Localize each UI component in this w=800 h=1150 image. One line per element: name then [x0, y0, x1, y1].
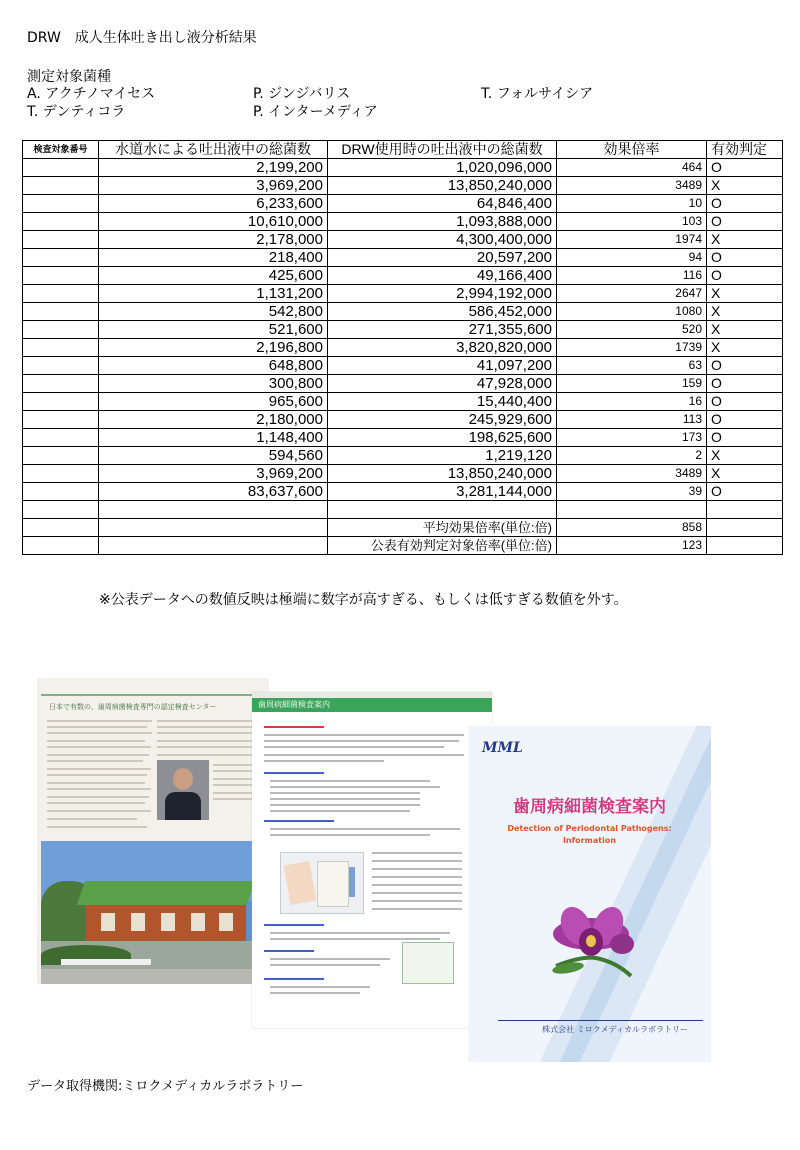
- cell-tap-water-count: 594,560: [99, 447, 328, 465]
- cell-sample-no: [23, 267, 99, 285]
- cell-effect-ratio: 1739: [557, 339, 707, 357]
- cell-sample-no: [23, 213, 99, 231]
- table-row: [23, 357, 783, 375]
- brochure-middle-image: [252, 692, 492, 1028]
- cell-drw-count: 13,850,240,000: [328, 465, 557, 483]
- brochure-right-subtitle-2: Information: [562, 836, 617, 845]
- cell-empty: [99, 501, 328, 519]
- brochure-right-company: 株式会社 ミロクメディカルラボラトリー: [542, 1025, 688, 1034]
- cell-sample-no: [23, 375, 99, 393]
- brochure-left-heading: 日本で有数の、歯周病菌検査専門の認定検査センター: [49, 703, 217, 711]
- table-row: [23, 267, 783, 285]
- cell-judgement: O: [707, 375, 783, 393]
- cell-sample-no: [23, 177, 99, 195]
- cell-judgement: O: [707, 249, 783, 267]
- cell-drw-count: 15,440,400: [328, 393, 557, 411]
- footnote: ※公表データへの数値反映は極端に数字が高すぎる、もしくは低すぎる数値を外す。: [99, 592, 628, 608]
- cell-effect-ratio: 63: [557, 357, 707, 375]
- cell-empty: [707, 501, 783, 519]
- table-row: [23, 159, 783, 177]
- cell-effect-ratio: 39: [557, 483, 707, 501]
- header-sample-no: 検査対象番号: [23, 141, 99, 159]
- cell-tap-water-count: 1,131,200: [99, 285, 328, 303]
- cell-tap-water-count: 425,600: [99, 267, 328, 285]
- cell-effect-ratio: 103: [557, 213, 707, 231]
- cell-tap-water-count: 6,233,600: [99, 195, 328, 213]
- brochure-right-subtitle-1: Detection of Periodontal Pathogens:: [507, 824, 672, 833]
- cell-effect-ratio: 10: [557, 195, 707, 213]
- summary-label: 平均効果倍率(単位:倍): [328, 519, 557, 537]
- cell-sample-no: [23, 231, 99, 249]
- header-judge: 有効判定: [707, 141, 783, 159]
- cell-effect-ratio: 94: [557, 249, 707, 267]
- orchid-flower-image: [536, 896, 646, 986]
- brochure-left-image: [37, 678, 269, 984]
- data-source: データ取得機関:ミロクメディカルラボラトリー: [27, 1079, 304, 1094]
- cell-drw-count: 49,166,400: [328, 267, 557, 285]
- summary-row: [23, 537, 783, 555]
- cell-tap-water-count: 521,600: [99, 321, 328, 339]
- cell-tap-water-count: 2,178,000: [99, 231, 328, 249]
- organism-item: T. デンティコラ: [27, 104, 126, 120]
- cell-judgement: X: [707, 447, 783, 465]
- cell-judgement: O: [707, 411, 783, 429]
- table-row: [23, 303, 783, 321]
- cell-judgement: X: [707, 465, 783, 483]
- organism-item: A. アクチノマイセス: [27, 86, 156, 102]
- table-row: [23, 447, 783, 465]
- brochure-middle-header: 歯周病細菌検査案内: [258, 700, 330, 709]
- cell-sample-no: [23, 411, 99, 429]
- cell-tap-water-count: 2,180,000: [99, 411, 328, 429]
- test-kit-image: [280, 852, 364, 914]
- table-row: [23, 285, 783, 303]
- cell-drw-count: 3,820,820,000: [328, 339, 557, 357]
- cell-drw-count: 1,219,120: [328, 447, 557, 465]
- results-table: [22, 140, 783, 555]
- organism-item: T. フォルサイシア: [481, 86, 594, 102]
- table-row: [23, 375, 783, 393]
- header-drw: DRW使用時の吐出液中の総菌数: [328, 141, 557, 159]
- cell-judgement: O: [707, 357, 783, 375]
- header-tap-water: 水道水による吐出液中の総菌数: [99, 141, 328, 159]
- cell-effect-ratio: 173: [557, 429, 707, 447]
- table-row: [23, 411, 783, 429]
- cell-effect-ratio: 2: [557, 447, 707, 465]
- cell-tap-water-count: 1,148,400: [99, 429, 328, 447]
- cell-sample-no: [23, 483, 99, 501]
- cell-sample-no: [23, 429, 99, 447]
- summary-label: 公表有効判定対象倍率(単位:倍): [328, 537, 557, 555]
- page-title: DRW 成人生体吐き出し液分析結果: [27, 30, 257, 46]
- cell-sample-no: [23, 465, 99, 483]
- cell-judgement: O: [707, 429, 783, 447]
- cell-tap-water-count: 10,610,000: [99, 213, 328, 231]
- organism-item: P. ジンジバリス: [253, 86, 351, 102]
- cell-tap-water-count: 965,600: [99, 393, 328, 411]
- cell-judgement: O: [707, 393, 783, 411]
- cell-empty: [99, 519, 328, 537]
- cell-effect-ratio: 113: [557, 411, 707, 429]
- cell-drw-count: 47,928,000: [328, 375, 557, 393]
- cell-empty: [23, 519, 99, 537]
- report-thumbnail: [402, 942, 454, 984]
- cell-drw-count: 245,929,600: [328, 411, 557, 429]
- brochure-right-image: [468, 726, 711, 1062]
- cell-tap-water-count: 83,637,600: [99, 483, 328, 501]
- cell-empty: [99, 537, 328, 555]
- organisms-heading: 測定対象菌種: [27, 69, 111, 85]
- mml-logo: MML: [482, 740, 523, 756]
- cell-sample-no: [23, 321, 99, 339]
- cell-sample-no: [23, 249, 99, 267]
- building-photo: [41, 841, 265, 984]
- brochure-middle-header-bar: [252, 698, 492, 712]
- cell-judgement: X: [707, 303, 783, 321]
- cell-tap-water-count: 2,199,200: [99, 159, 328, 177]
- cell-drw-count: 271,355,600: [328, 321, 557, 339]
- table-row: [23, 177, 783, 195]
- cell-sample-no: [23, 447, 99, 465]
- cell-tap-water-count: 3,969,200: [99, 177, 328, 195]
- cell-judgement: X: [707, 321, 783, 339]
- cell-sample-no: [23, 195, 99, 213]
- table-row: [23, 195, 783, 213]
- cell-judgement: O: [707, 483, 783, 501]
- cell-drw-count: 1,093,888,000: [328, 213, 557, 231]
- cell-tap-water-count: 648,800: [99, 357, 328, 375]
- organism-item: P. インターメディア: [253, 104, 378, 120]
- cell-sample-no: [23, 159, 99, 177]
- table-header-row: [23, 141, 783, 159]
- cell-tap-water-count: 218,400: [99, 249, 328, 267]
- cell-judgement: X: [707, 285, 783, 303]
- cell-drw-count: 4,300,400,000: [328, 231, 557, 249]
- cell-empty: [23, 537, 99, 555]
- cell-effect-ratio: 1974: [557, 231, 707, 249]
- cell-effect-ratio: 159: [557, 375, 707, 393]
- divider: [41, 694, 261, 696]
- cell-sample-no: [23, 285, 99, 303]
- cell-drw-count: 41,097,200: [328, 357, 557, 375]
- cell-drw-count: 3,281,144,000: [328, 483, 557, 501]
- summary-value: 858: [557, 519, 707, 537]
- table-row: [23, 393, 783, 411]
- table-row: [23, 339, 783, 357]
- cell-drw-count: 586,452,000: [328, 303, 557, 321]
- summary-value: 123: [557, 537, 707, 555]
- cell-empty: [328, 501, 557, 519]
- cell-effect-ratio: 16: [557, 393, 707, 411]
- cell-tap-water-count: 300,800: [99, 375, 328, 393]
- cell-effect-ratio: 1080: [557, 303, 707, 321]
- table-row: [23, 483, 783, 501]
- table-row: [23, 213, 783, 231]
- cell-sample-no: [23, 357, 99, 375]
- brochure-right-title: 歯周病細菌検査案内: [513, 797, 666, 817]
- cell-judgement: O: [707, 195, 783, 213]
- cell-drw-count: 20,597,200: [328, 249, 557, 267]
- cell-judgement: X: [707, 339, 783, 357]
- table-row: [23, 465, 783, 483]
- cell-effect-ratio: 464: [557, 159, 707, 177]
- table-row: [23, 429, 783, 447]
- cell-drw-count: 64,846,400: [328, 195, 557, 213]
- table-row: [23, 321, 783, 339]
- table-row-blank: [23, 501, 783, 519]
- cell-empty: [707, 537, 783, 555]
- cell-judgement: X: [707, 177, 783, 195]
- cell-effect-ratio: 3489: [557, 465, 707, 483]
- cell-empty: [23, 501, 99, 519]
- table-row: [23, 231, 783, 249]
- cell-tap-water-count: 2,196,800: [99, 339, 328, 357]
- cell-judgement: O: [707, 159, 783, 177]
- cell-sample-no: [23, 303, 99, 321]
- cell-effect-ratio: 520: [557, 321, 707, 339]
- cell-effect-ratio: 3489: [557, 177, 707, 195]
- cell-drw-count: 13,850,240,000: [328, 177, 557, 195]
- cell-empty: [707, 519, 783, 537]
- cell-drw-count: 198,625,600: [328, 429, 557, 447]
- cell-judgement: O: [707, 267, 783, 285]
- cell-effect-ratio: 2647: [557, 285, 707, 303]
- cell-sample-no: [23, 393, 99, 411]
- cell-sample-no: [23, 339, 99, 357]
- cell-judgement: X: [707, 231, 783, 249]
- cell-tap-water-count: 542,800: [99, 303, 328, 321]
- cell-drw-count: 1,020,096,000: [328, 159, 557, 177]
- table-row: [23, 249, 783, 267]
- cell-drw-count: 2,994,192,000: [328, 285, 557, 303]
- cell-tap-water-count: 3,969,200: [99, 465, 328, 483]
- summary-row: [23, 519, 783, 537]
- header-ratio: 効果倍率: [557, 141, 707, 159]
- cell-effect-ratio: 116: [557, 267, 707, 285]
- cell-empty: [557, 501, 707, 519]
- cell-judgement: O: [707, 213, 783, 231]
- portrait-photo: [157, 760, 209, 820]
